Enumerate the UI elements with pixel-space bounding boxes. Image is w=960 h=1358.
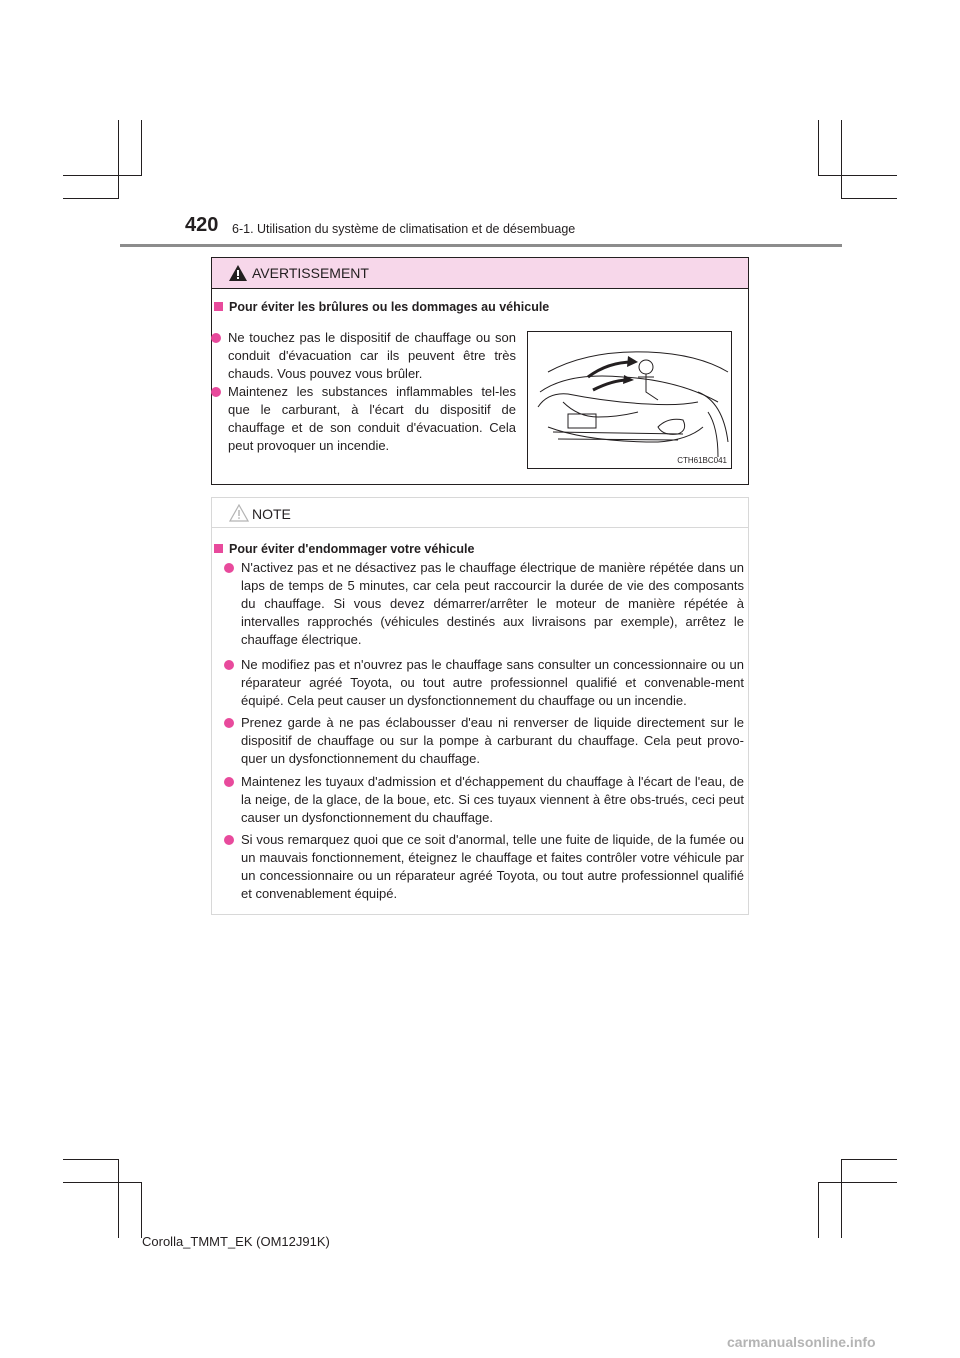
- page-number: 420: [185, 214, 219, 236]
- note-section-title: Pour éviter d'endommager votre véhicule: [214, 542, 474, 556]
- list-item: Ne modifiez pas et n'ouvrez pas le chauffage sans consulter un concessionnaire ou un réparateur agréé Toyota, ou tout autre professionnel qualifié et convenable-ment équipé. Cela peut causer un dysfonctionnement du chauffage ou un incendie.: [241, 656, 744, 710]
- bullet-icon: [224, 563, 234, 573]
- crop-mark: [63, 198, 119, 199]
- crop-mark: [841, 120, 842, 199]
- crop-mark: [841, 198, 897, 199]
- warning-box: [211, 257, 749, 485]
- square-bullet-icon: [214, 302, 223, 311]
- crop-mark: [841, 1159, 842, 1238]
- note-header: [212, 498, 748, 528]
- crop-mark: [818, 1182, 819, 1238]
- crop-mark: [63, 1159, 119, 1160]
- square-bullet-icon: [214, 544, 223, 553]
- bullet-icon: [224, 660, 234, 670]
- bullet-icon: [224, 835, 234, 845]
- crop-mark: [118, 1159, 119, 1238]
- note-label: NOTE: [252, 506, 291, 522]
- document-id: Corolla_TMMT_EK (OM12J91K): [142, 1234, 330, 1249]
- bullet-icon: [224, 718, 234, 728]
- list-item: Maintenez les substances inflammables tel-les que le carburant, à l'écart du dispositif de chauffage et de son conduit d'évacuation. Cela peut provoquer un incendie.: [228, 383, 516, 455]
- bullet-icon: [211, 387, 221, 397]
- caution-triangle-icon: [229, 504, 249, 527]
- note-box: [211, 497, 749, 915]
- crop-mark: [141, 120, 142, 176]
- warning-triangle-icon: [229, 265, 247, 286]
- crop-mark: [141, 1182, 142, 1238]
- warning-section-title: Pour éviter les brûlures ou les dommages au véhicule: [214, 300, 549, 314]
- car-front-drawing: [528, 332, 732, 469]
- bullet-icon: [211, 333, 221, 343]
- crop-mark: [118, 120, 119, 199]
- bullet-icon: [224, 777, 234, 787]
- crop-mark: [841, 1159, 897, 1160]
- crop-mark: [818, 120, 819, 176]
- list-item: Si vous remarquez quoi que ce soit d'anormal, telle une fuite de liquide, de la fumée ou un mauvais fonctionnement, éteignez le chauffage et faites contrôler votre véhicule par un concessionnaire ou un réparateur agréé Toyota, ou tout autre professionnel qualifié et convenablement équipé.: [241, 831, 744, 903]
- car-heater-illustration: [527, 331, 732, 469]
- crop-mark: [818, 175, 897, 176]
- section-header: 6-1. Utilisation du système de climatisation et de désembuage: [232, 222, 576, 236]
- crop-mark: [818, 1182, 897, 1183]
- crop-mark: [63, 1182, 142, 1183]
- crop-mark: [63, 175, 142, 176]
- watermark: carmanualsonline.info: [727, 1334, 876, 1350]
- list-item: Maintenez les tuyaux d'admission et d'échappement du chauffage à l'écart de l'eau, de la neige, de la glace, de la boue, etc. Si ces tuyaux viennent à être obs-trués, ceci peut causer un dysfonctionnement du chauffage.: [241, 773, 744, 827]
- list-item: Prenez garde à ne pas éclabousser d'eau ni renverser de liquide directement sur le dispositif de chauffage ou sur la pompe à carburant du chauffage. Cela peut provo-quer un dysfonctionnement du chauffage.: [241, 714, 744, 768]
- illustration-code: CTH61BC041: [677, 456, 727, 465]
- list-item: Ne touchez pas le dispositif de chauffage ou son conduit d'évacuation car ils peuvent être très chauds. Vous pouvez vous brûler.: [228, 329, 516, 383]
- warning-header: [212, 258, 748, 289]
- warning-label: AVERTISSEMENT: [252, 265, 369, 281]
- header-rule: [120, 244, 842, 247]
- list-item: N'activez pas et ne désactivez pas le chauffage électrique de manière répétée dans un laps de temps de 5 minutes, car cela peut raccourcir la durée de vie des composants du chauffage. Si vous devez démarrer/arrêter le moteur de manière répétée à intervalles rapprochés (véhicules destinés aux livraisons par exemple), arrêtez le chauffage électrique.: [241, 559, 744, 649]
